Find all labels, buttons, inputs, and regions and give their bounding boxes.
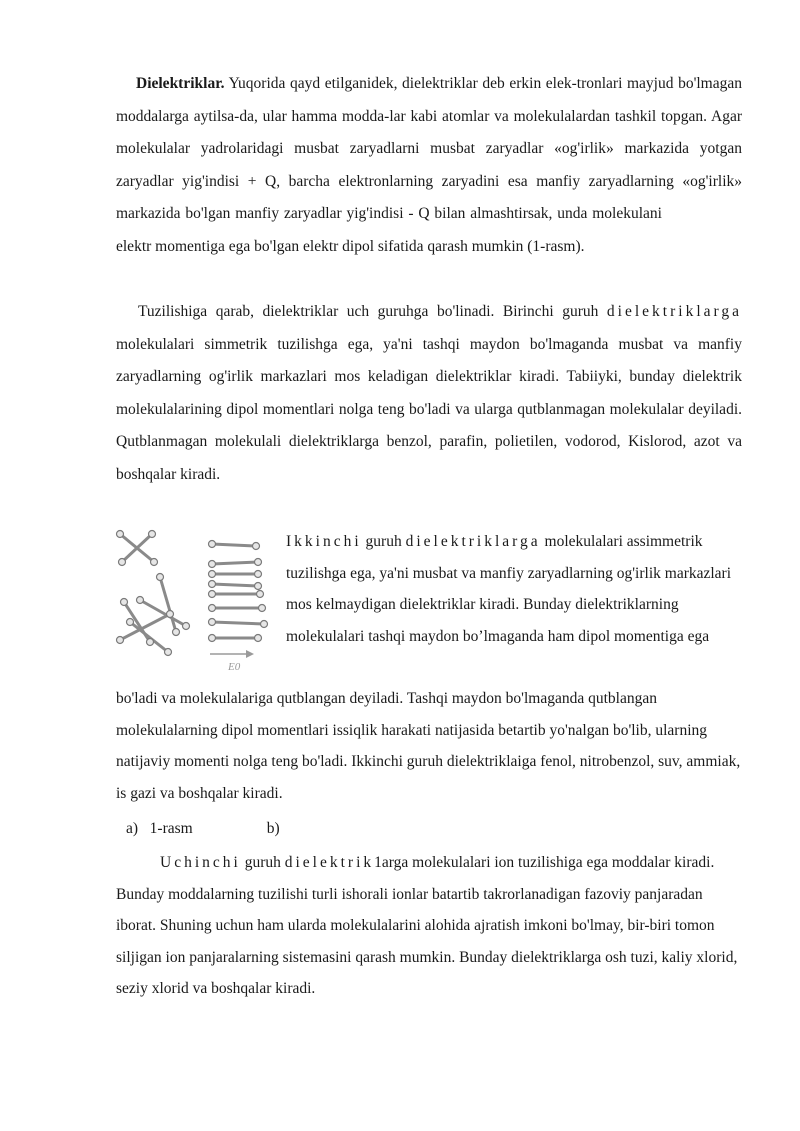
caption-a-label: 1-rasm — [149, 820, 193, 837]
molecules-disordered-image — [110, 522, 200, 672]
paragraph-text: Yuqorida qayd etilganidek, dielektriklar deb erkin elek-tronlari mayjud bo'lmagan moddalarga aytilsa-da, ular hamma modda-lar kabi atomlar va molekulalardan tashkil topgan. Agar molekulalar yadrolaridagi musbat zaryadlarni musbat zaryadlar «og'irlik» markazida yotgan zaryadlar yig'indisi + Q, barcha elektronlarning zaryadini esa manfiy zaryadlarning «og'irlik» markazida bo'lgan manfiy zaryadlar yig'indisi - Q bilan almashtirsak, unda molekulani — [116, 75, 742, 222]
paragraph-text: bo'ladi va molekulalariga qutblangan deyiladi. Tashqi maydon bo'lmaganda qutblangan molekulalarning dipol momentlari issiqlik harakati natijasida betartib yo'nalgan bo'lib, ularning natijaviy momenti nolga teng bo'ladi. Ikkinchi guruh dielektriklaiga fenol, nitrobenzol, suv, ammiak, is gazi va boshqalar kiradi. — [116, 690, 741, 802]
field-label: E0 — [228, 661, 241, 672]
molecules-aligned-image — [206, 532, 276, 672]
spaced-term: Ikkinchi — [286, 533, 362, 550]
caption-b: b) — [266, 820, 280, 837]
paragraph-lead: Tuzilishiga qarab, dielektriklar uch guruhga bo'linadi. Birinchi guruh — [138, 303, 599, 320]
paragraph-second-group — [286, 526, 742, 652]
section-heading: Dielektriklar. — [136, 75, 225, 92]
paragraph-second-group-cont — [116, 683, 742, 809]
paragraph-dielectrics-intro — [116, 68, 742, 263]
paragraph-text-end: elektr momentiga ega bo'lgan elektr dipol sifatida qarash mumkin (1-rasm). — [116, 237, 585, 255]
caption-a: a) — [126, 820, 139, 837]
spaced-term: dielektriklarga — [405, 533, 541, 550]
figure-caption — [126, 820, 280, 838]
paragraph-text: guruh — [240, 854, 285, 871]
spaced-term: dielektrik — [284, 854, 375, 871]
spaced-term: dielektriklarga — [606, 303, 743, 320]
paragraph-text: molekulalari assimmetrik tuzilishga ega, ya'ni musbat va manfiy zaryadlarning og'irlik markazlari mos kelmaydigan dielektriklar kiradi. Bunday dielektriklarning molekulalari tashqi maydon bo’lmaganda ham dipol momentiga ega — [286, 533, 732, 645]
paragraph-text: 1arga molekulalari ion tuzilishiga ega moddalar kiradi. Bunday moddalarning tuzilishi turli ishorali ionlar batartib takrorlanadigan fazoviy panjaradan iborat. Shuning uchun ham ularda molekulalarini alohida ajratish imkoni bo'lmay, bir-biri tomon siljigan ion panjaralarning sistemasini qarash mumkin. Bunday dielektriklarga osh tuzi, kaliy xlorid, seziy xlorid va boshqalar kiradi. — [116, 854, 738, 997]
paragraph-first-group — [116, 296, 742, 491]
paragraph-text: guruh — [361, 533, 406, 550]
paragraph-text: molekulalari simmetrik tuzilishga ega, ya'ni tashqi maydon bo'lmaganda musbat va manfiy zaryadlarning og'irlik markazlari mos keladigan dielektriklar kiradi. Tabiiyki, bunday dielektrik molekulalarining dipol momentlari nolga teng bo'ladi va ularga qutblanmagan molekulalar deyiladi. Qutblanmagan molekulali dielektriklarga benzol, parafin, polietilen, vodorod, Kislorod, azot va boshqalar kiradi. — [116, 335, 742, 483]
spaced-term: Uchinchi — [160, 854, 241, 871]
paragraph-third-group — [116, 847, 742, 1005]
field-arrow-icon — [210, 650, 254, 658]
figure-molecules — [110, 522, 280, 672]
